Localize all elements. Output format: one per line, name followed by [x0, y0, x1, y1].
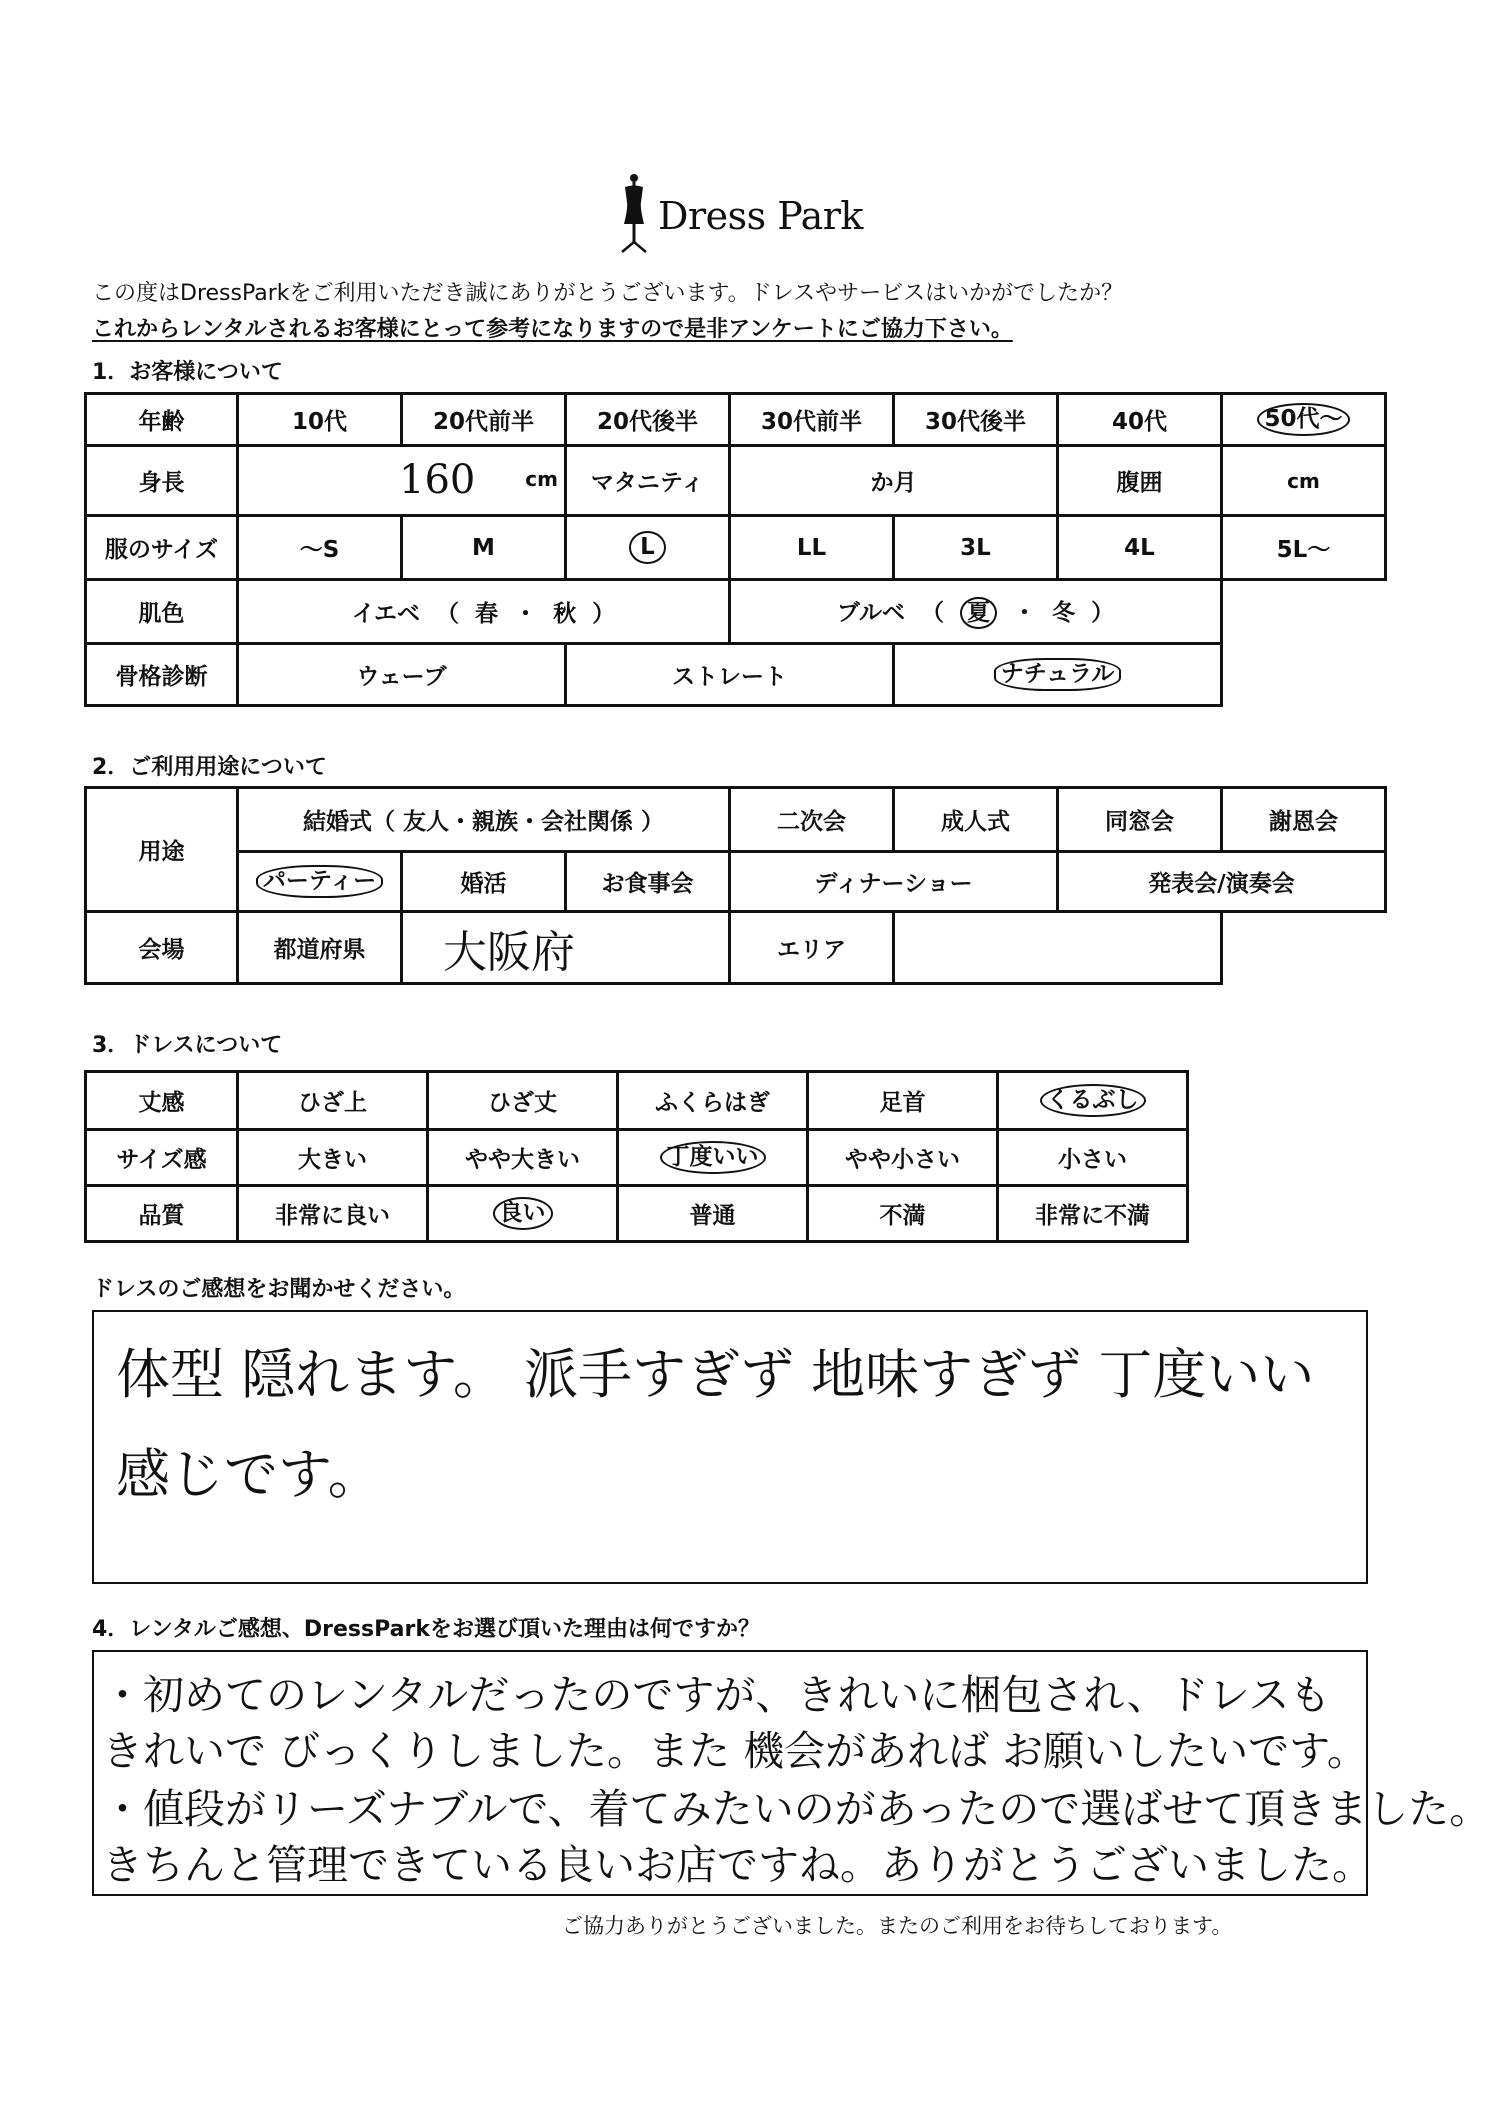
dress-form-icon: [616, 172, 652, 254]
fit-option[interactable]: やや小さい: [808, 1130, 998, 1186]
dinner-meeting-option[interactable]: お食事会: [566, 852, 730, 912]
paren-close: ）: [592, 601, 616, 627]
quality-option-selected[interactable]: [428, 1186, 618, 1242]
size-option[interactable]: 3L: [894, 516, 1058, 580]
reason-line-1: ・初めてのレンタルだったのですが、きれいに梱包され、ドレスも: [102, 1671, 1331, 1719]
fit-option[interactable]: 小さい: [998, 1130, 1188, 1186]
section3-title: 3．ドレスについて: [92, 1033, 283, 1058]
fit-option[interactable]: 大きい: [238, 1130, 428, 1186]
age-label: 年齢: [86, 394, 238, 446]
age-option[interactable]: 30代後半: [894, 394, 1058, 446]
logo-text: Dress Park: [658, 194, 863, 238]
length-selected-circle: くるぶし: [1040, 1084, 1146, 1117]
quality-option[interactable]: 非常に良い: [238, 1186, 428, 1242]
skin-label: 肌色: [86, 580, 238, 644]
length-option[interactable]: ふくらはぎ: [618, 1072, 808, 1130]
prefecture-label: 都道府県: [238, 912, 402, 984]
size-selected-circle: L: [629, 531, 666, 564]
separator-dot: ・: [1013, 599, 1037, 626]
recital-option[interactable]: 発表会/演奏会: [1058, 852, 1386, 912]
prefecture-field[interactable]: [402, 912, 730, 984]
separator-dot: ・: [514, 601, 538, 627]
height-field[interactable]: [238, 446, 566, 516]
empty-cell: [1222, 644, 1386, 706]
length-label: 丈感: [86, 1072, 238, 1130]
reason-line-4: きちんと管理できている良いお店ですね。ありがとうございました。: [102, 1841, 1373, 1889]
age-option[interactable]: 40代: [1058, 394, 1222, 446]
size-option-selected[interactable]: [566, 516, 730, 580]
reason-textarea[interactable]: [92, 1650, 1491, 1896]
reunion-option[interactable]: 同窓会: [1058, 788, 1222, 852]
party-option-selected[interactable]: [238, 852, 402, 912]
dresspark-logo: [616, 172, 863, 262]
size-label: 服のサイズ: [86, 516, 238, 580]
wave-option[interactable]: ウェーブ: [238, 644, 566, 706]
size-option[interactable]: M: [402, 516, 566, 580]
maternity-unit: か月: [870, 470, 917, 496]
thanks-party-option[interactable]: 謝恩会: [1222, 788, 1386, 852]
age-option-selected[interactable]: [1222, 394, 1386, 446]
paren-close: ）: [1091, 599, 1115, 626]
length-option-selected[interactable]: [998, 1072, 1188, 1130]
yellow-base-option[interactable]: [238, 580, 730, 644]
height-label: 身長: [86, 446, 238, 516]
empty-cell: [1222, 580, 1386, 644]
size-option[interactable]: 4L: [1058, 516, 1222, 580]
length-option[interactable]: ひざ丈: [428, 1072, 618, 1130]
age-option[interactable]: 20代前半: [402, 394, 566, 446]
length-option[interactable]: 足首: [808, 1072, 998, 1130]
height-row: [86, 446, 1386, 516]
venue-row: [86, 912, 1386, 984]
coming-of-age-option[interactable]: 成人式: [894, 788, 1058, 852]
size-option[interactable]: LL: [730, 516, 894, 580]
size-row: [86, 516, 1386, 580]
quality-option[interactable]: 不満: [808, 1186, 998, 1242]
party-selected-circle: パーティー: [256, 865, 383, 898]
skin-row: [86, 580, 1386, 644]
usage-row-1: [86, 788, 1386, 852]
winter-option[interactable]: 冬: [1052, 599, 1076, 626]
impression-line-2: 感じです。: [116, 1443, 382, 1506]
footer-thanks: ご協力ありがとうございました。またのご利用をお待ちしております。: [562, 1914, 1233, 1938]
impression-prompt: ドレスのご感想をお聞かせください。: [92, 1277, 466, 1302]
age-selected-circle: 50代～: [1257, 403, 1349, 436]
section2-title: 2．ご利用用途について: [92, 755, 327, 780]
dress-table: [84, 1070, 1189, 1243]
height-unit: cm: [525, 467, 558, 491]
frame-row: [86, 644, 1386, 706]
maternity-field[interactable]: [730, 446, 1058, 516]
paren-open: （: [436, 601, 460, 627]
spring-option[interactable]: 春: [475, 601, 499, 627]
second-party-option[interactable]: 二次会: [730, 788, 894, 852]
prefecture-value: 大阪府: [443, 926, 575, 978]
paren-open: （: [921, 599, 945, 626]
straight-option[interactable]: ストレート: [566, 644, 894, 706]
fit-option[interactable]: やや大きい: [428, 1130, 618, 1186]
dinner-show-option[interactable]: ディナーショー: [730, 852, 1058, 912]
fit-row: [86, 1130, 1188, 1186]
size-option[interactable]: ～S: [238, 516, 402, 580]
area-field[interactable]: [894, 912, 1222, 984]
age-option[interactable]: 10代: [238, 394, 402, 446]
customer-table: [84, 392, 1387, 707]
natural-selected-circle: ナチュラル: [994, 658, 1122, 691]
size-option[interactable]: 5L～: [1222, 516, 1386, 580]
blue-base-name: ブルベ: [836, 599, 905, 626]
natural-option-selected[interactable]: [894, 644, 1222, 706]
quality-option[interactable]: 非常に不満: [998, 1186, 1188, 1242]
konkatsu-option[interactable]: 婚活: [402, 852, 566, 912]
usage-label: 用途: [86, 788, 238, 912]
autumn-option[interactable]: 秋: [553, 601, 577, 627]
wedding-option[interactable]: 結婚式（ 友人・親族・会社関係 ）: [238, 788, 730, 852]
summer-option-selected[interactable]: 夏: [960, 597, 997, 630]
intro-request: これからレンタルされるお客様にとって参考になりますので是非アンケートにご協力下さい。: [92, 317, 1013, 342]
yellow-base-name: イエベ: [351, 601, 420, 627]
age-option[interactable]: 30代前半: [730, 394, 894, 446]
usage-table: [84, 786, 1387, 985]
waist-unit: cm: [1287, 468, 1320, 493]
venue-label: 会場: [86, 912, 238, 984]
section1-title: 1．お客様について: [92, 360, 283, 385]
waist-label: 腹囲: [1058, 446, 1222, 516]
blue-base-option[interactable]: [730, 580, 1222, 644]
maternity-label: マタニティ: [566, 446, 730, 516]
length-option[interactable]: ひざ上: [238, 1072, 428, 1130]
quality-selected-circle: 良い: [493, 1197, 553, 1230]
usage-row-2: [86, 852, 1386, 912]
age-row: [86, 394, 1386, 446]
age-option[interactable]: 20代後半: [566, 394, 730, 446]
reason-line-2: きれいで びっくりしました。また 機会があれば お願いしたいです。: [102, 1727, 1368, 1775]
intro-text: この度はDressParkをご利用いただき誠にありがとうございます。ドレスやサービスはいかがでしたか？: [92, 281, 1124, 306]
height-value: 160: [399, 457, 476, 503]
fit-selected-circle: 丁度いい: [660, 1141, 766, 1174]
fit-label: サイズ感: [86, 1130, 238, 1186]
quality-row: [86, 1186, 1188, 1242]
length-row: [86, 1072, 1188, 1130]
quality-label: 品質: [86, 1186, 238, 1242]
reason-line-3: ・値段がリーズナブルで、着てみたいのがあったので選ばせて頂きました。: [102, 1785, 1491, 1833]
frame-label: 骨格診断: [86, 644, 238, 706]
fit-option-selected[interactable]: [618, 1130, 808, 1186]
empty-cell: [1222, 912, 1386, 984]
quality-option[interactable]: 普通: [618, 1186, 808, 1242]
waist-field[interactable]: [1222, 446, 1386, 516]
impression-textarea[interactable]: [92, 1310, 1368, 1584]
area-label: エリア: [730, 912, 894, 984]
impression-line-1: 体型 隠れます。 派手すぎず 地味すぎず 丁度いい: [116, 1343, 1315, 1406]
section4-title: 4．レンタルご感想、DressParkをお選び頂いた理由は何ですか？: [92, 1617, 760, 1642]
